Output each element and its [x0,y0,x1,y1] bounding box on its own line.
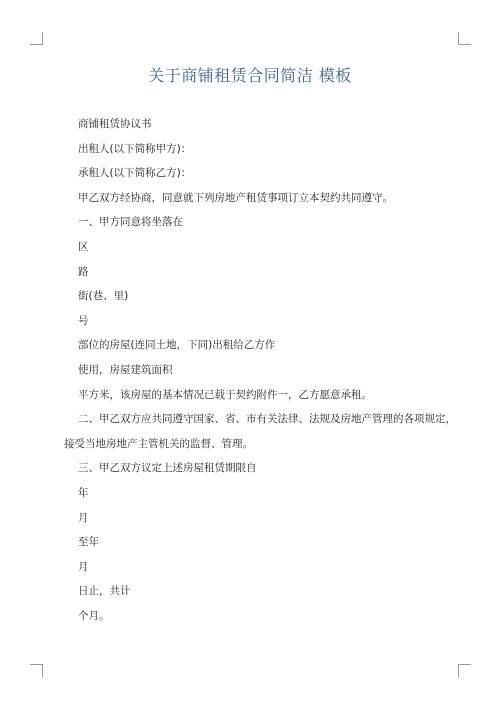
page-corner-mark-bottom-left [30,664,43,677]
paragraph-line: 路 [78,265,89,278]
paragraph-line: 商铺租赁协议书 [78,118,152,130]
paragraph-line: 接受当地房地产主管机关的监督、管理。 [64,437,253,450]
paragraph-line: 月 [78,560,89,573]
page-corner-mark-top-left [30,32,43,45]
paragraph-line: 日止，共计 [78,585,131,598]
paragraph-line: 三、甲乙双方议定上述房屋租赁期限自 [78,462,257,475]
paragraph-line: 平方米，该房屋的基本情况已载于契约附件一，乙方愿意承租。 [78,388,372,401]
paragraph-line: 至年 [78,536,99,549]
paragraph-line: 二、甲乙双方应共同遵守国家、省、市有关法律、法规及房地产管理的各项规定， [78,413,456,426]
page-corner-mark-top-right [458,32,471,45]
paragraph-line: 部位的房屋(连同土地，下同)出租给乙方作 [78,339,276,352]
paragraph-line: 承租人(以下简称乙方)： [78,167,192,180]
paragraph-line: 甲乙双方经协商，同意就下列房地产租赁事项订立本契约共同遵守。 [78,191,393,204]
paragraph-line: 年 [78,486,89,499]
paragraph-line: 月 [78,511,89,524]
paragraph-line: 出租人(以下简称甲方)： [78,142,192,155]
paragraph-line: 一、甲方同意将坐落在 [78,216,183,229]
paragraph-line: 街(巷、里) [78,290,129,303]
paragraph-line: 使用，房屋建筑面积 [78,363,173,376]
paragraph-line: 个月。 [78,609,110,622]
paragraph-line: 区 [78,240,89,253]
page-corner-mark-bottom-right [458,664,471,677]
paragraph-line: 号 [78,314,89,327]
document-title: 关于商铺租赁合同简洁 模板 [148,66,352,85]
document-body [64,112,458,628]
